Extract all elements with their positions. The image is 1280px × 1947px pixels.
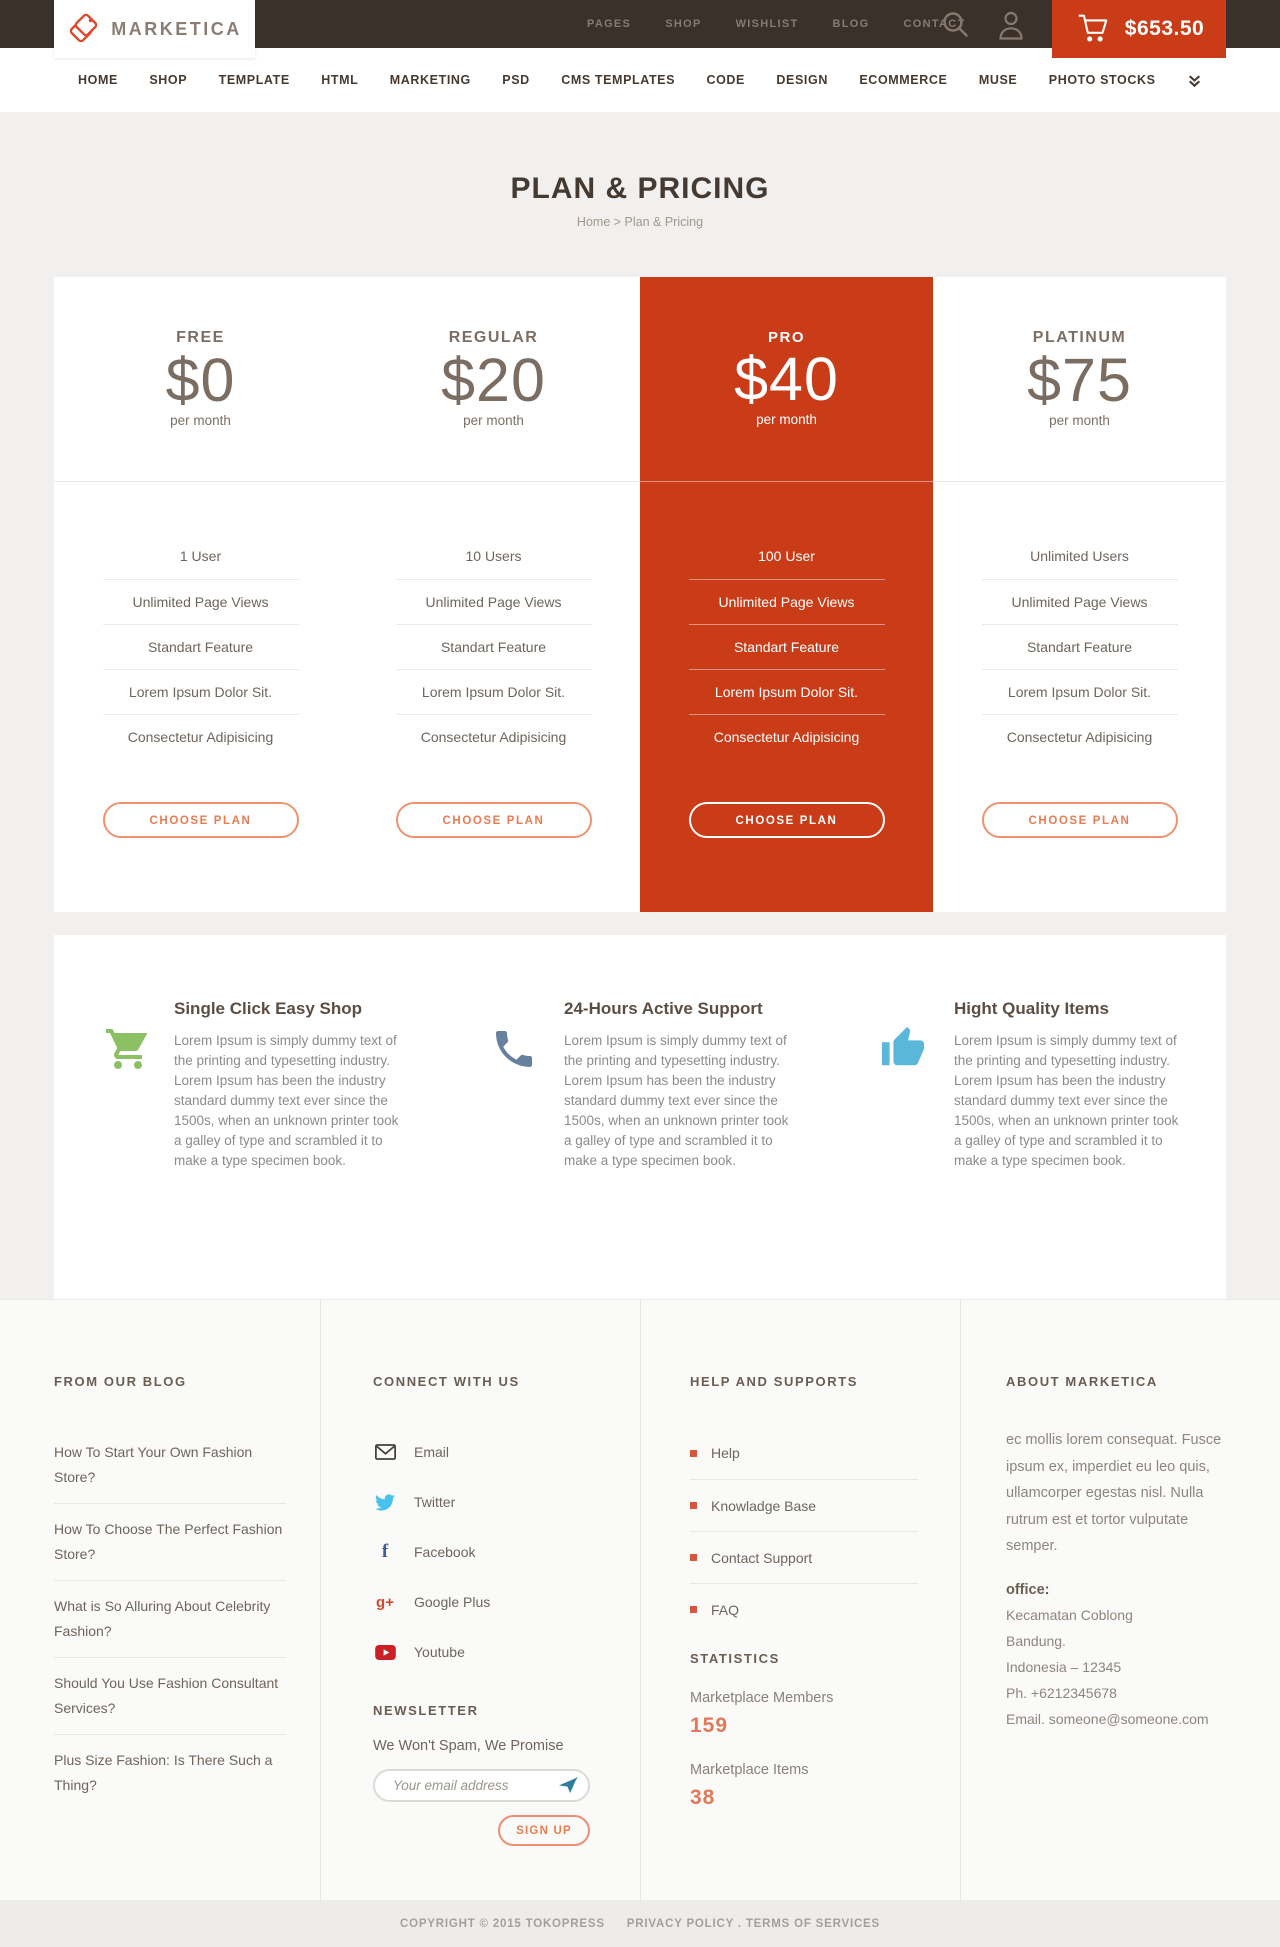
choose-plan-button-platinum[interactable]: CHOOSE PLAN — [982, 802, 1178, 838]
plan-free — [54, 277, 347, 912]
thumbs-up-icon — [880, 999, 940, 1171]
blog-link[interactable]: What is So Alluring About Celebrity Fashion? — [54, 1580, 286, 1657]
footer-help-column — [640, 1300, 960, 1900]
plan-period: per month — [756, 412, 817, 427]
plan-header — [54, 277, 347, 482]
plan-feature-list — [103, 534, 299, 759]
plan-name: REGULAR — [448, 329, 539, 346]
address-line: Kecamatan Coblong — [1006, 1606, 1133, 1623]
logo-tag-icon — [67, 10, 101, 48]
search-icon[interactable] — [940, 9, 970, 44]
plan-feature: Unlimited Page Views — [982, 579, 1178, 624]
plan-header — [933, 277, 1226, 482]
plan-feature: Lorem Ipsum Dolor Sit. — [103, 669, 299, 714]
stat-label: Marketplace Items — [690, 1762, 809, 1778]
logo[interactable] — [54, 0, 255, 58]
plan-name: FREE — [176, 329, 225, 346]
choose-plan-button-regular[interactable]: CHOOSE PLAN — [396, 802, 592, 838]
benefit-text: Lorem Ipsum is simply dummy text of the printing and typesetting industry. Lorem Ipsum has been the industry standard dummy text ever since the 1500s, when an unknown printer took a galley of type and scrambled it to make a type specimen book. — [954, 1033, 1179, 1168]
top-nav-shop[interactable]: SHOP — [665, 18, 702, 30]
nav-item-template[interactable]: TEMPLATE — [218, 73, 290, 87]
plan-price: $40 — [734, 345, 839, 413]
plan-price: $0 — [165, 346, 236, 414]
social-link-youtube[interactable]: Youtube — [373, 1627, 590, 1677]
phone-icon — [490, 999, 550, 1171]
plan-feature: Lorem Ipsum Dolor Sit. — [982, 669, 1178, 714]
footer-blog-heading: FROM OUR BLOG — [54, 1374, 187, 1389]
nav-item-muse[interactable]: MUSE — [978, 73, 1018, 87]
footer-about-column — [960, 1300, 1280, 1900]
plan-feature: 1 User — [179, 548, 222, 564]
plan-feature: Unlimited Page Views — [396, 579, 592, 624]
youtube-icon — [373, 1645, 397, 1660]
newsletter-heading: NEWSLETTER — [373, 1703, 479, 1718]
plan-period: per month — [1049, 413, 1110, 428]
legal-links[interactable]: PRIVACY POLICY . TERMS OF SERVICES — [626, 1917, 880, 1930]
footer-help-heading: HELP AND SUPPORTS — [690, 1374, 859, 1389]
plan-header — [347, 277, 640, 482]
plan-feature-list — [689, 534, 885, 759]
plan-feature-list — [982, 534, 1178, 759]
plan-pro-highlighted — [640, 277, 933, 912]
nav-item-design[interactable]: DESIGN — [776, 73, 828, 87]
plan-feature: Standart Feature — [982, 624, 1178, 669]
breadcrumb-separator: > — [613, 215, 622, 229]
office-label: office: — [1006, 1581, 1050, 1598]
plan-feature: Consectetur Adipisicing — [103, 714, 299, 759]
brand-name: MARKETICA — [111, 18, 242, 39]
plan-header — [640, 277, 933, 482]
page-title: PLAN & PRICING — [510, 172, 770, 205]
help-link[interactable]: Knowladge Base — [690, 1479, 918, 1531]
nav-item-cms-templates[interactable]: CMS TEMPLATES — [561, 73, 676, 87]
footer — [0, 1299, 1280, 1900]
stat-label: Marketplace Members — [690, 1690, 834, 1706]
nav-item-shop[interactable]: SHOP — [149, 73, 188, 87]
top-nav-pages[interactable]: PAGES — [587, 18, 632, 30]
plan-feature: Unlimited Page Views — [103, 579, 299, 624]
benefit-support — [490, 999, 790, 1171]
help-list — [690, 1427, 918, 1635]
about-text: ec mollis lorem consequat. Fusce ipsum ex, imperdiet eu leo quis, ullamcorper egestas nisl. Nulla rutrum est et tortor vulputate semper. — [1006, 1432, 1222, 1554]
facebook-icon: f — [381, 1541, 389, 1562]
plan-name: PRO — [767, 329, 805, 346]
stat-value: 38 — [690, 1786, 716, 1809]
social-list — [373, 1427, 590, 1677]
benefit-title: 24-Hours Active Support — [564, 999, 763, 1018]
choose-plan-button-free[interactable]: CHOOSE PLAN — [103, 802, 299, 838]
blog-link[interactable]: Plus Size Fashion: Is There Such a Thing? — [54, 1734, 286, 1811]
blog-list — [54, 1427, 286, 1811]
footer-blog-column — [0, 1300, 320, 1900]
breadcrumb-home[interactable]: Home — [576, 215, 611, 229]
footer-connect-column — [320, 1300, 640, 1900]
blog-link[interactable]: How To Start Your Own Fashion Store? — [54, 1444, 253, 1485]
plan-feature: Consectetur Adipisicing — [689, 714, 885, 759]
plan-feature: Consectetur Adipisicing — [982, 714, 1178, 759]
plan-name: PLATINUM — [1032, 329, 1127, 346]
plan-feature: 100 User — [758, 548, 815, 564]
plan-feature: Standart Feature — [103, 624, 299, 669]
nav-item-psd[interactable]: PSD — [502, 73, 530, 87]
plan-period: per month — [170, 413, 231, 428]
square-bullet-icon — [690, 1502, 697, 1509]
page-header — [0, 112, 1280, 229]
send-icon[interactable] — [558, 1776, 578, 1799]
social-link-email[interactable]: Email — [373, 1427, 590, 1477]
square-bullet-icon — [690, 1450, 697, 1457]
office-address — [1006, 1602, 1226, 1732]
newsletter-tagline: We Won't Spam, We Promise — [373, 1738, 564, 1754]
benefit-text: Lorem Ipsum is simply dummy text of the printing and typesetting industry. Lorem Ipsum has been the industry standard dummy text ever since the 1500s, when an unknown printer took a galley of type and scrambled it to make a type specimen book. — [564, 1033, 789, 1168]
chevron-down-double-icon[interactable] — [1187, 73, 1202, 88]
benefit-easy-shop — [100, 999, 400, 1171]
nav-item-html[interactable]: HTML — [321, 73, 359, 87]
plan-feature: Unlimited Users — [1030, 548, 1129, 564]
plan-feature: 10 Users — [465, 548, 522, 564]
social-link-google-plus[interactable]: g+ Google Plus — [373, 1577, 590, 1627]
benefits-section — [54, 935, 1226, 1299]
plan-feature: Consectetur Adipisicing — [396, 714, 592, 759]
top-nav — [587, 0, 966, 48]
google-plus-icon: g+ — [376, 1593, 394, 1611]
copyright-bar — [0, 1900, 1280, 1947]
newsletter-signup-button[interactable]: SIGN UP — [498, 1815, 590, 1846]
social-link-twitter[interactable]: Twitter — [373, 1477, 590, 1527]
address-line: Ph. +6212345678 — [1006, 1684, 1117, 1701]
plan-feature-list — [396, 534, 592, 759]
cart-total: $653.50 — [1124, 17, 1205, 40]
cart-button[interactable] — [1052, 0, 1226, 58]
benefit-text: Lorem Ipsum is simply dummy text of the printing and typesetting industry. Lorem Ipsum has been the industry standard dummy text ever since the 1500s, when an unknown printer took a galley of type and scrambled it to make a type specimen book. — [174, 1033, 399, 1168]
plan-feature: Standart Feature — [689, 624, 885, 669]
nav-item-photo-stocks[interactable]: PHOTO STOCKS — [1048, 73, 1156, 87]
help-link[interactable]: FAQ — [690, 1583, 918, 1635]
social-link-facebook[interactable]: f Facebook — [373, 1527, 590, 1577]
breadcrumb — [0, 215, 1280, 229]
plan-period: per month — [463, 413, 524, 428]
blog-link[interactable]: Should You Use Fashion Consultant Services? — [54, 1657, 286, 1734]
copyright-text: COPYRIGHT © 2015 TOKOPRESS — [399, 1917, 605, 1930]
footer-connect-heading: CONNECT WITH US — [373, 1374, 520, 1389]
twitter-icon — [373, 1494, 397, 1511]
address-line: Bandung. — [1006, 1632, 1066, 1649]
plan-platinum — [933, 277, 1226, 912]
top-nav-blog[interactable]: BLOG — [832, 18, 870, 30]
nav-item-home[interactable]: HOME — [78, 73, 118, 87]
top-nav-wishlist[interactable]: WISHLIST — [735, 18, 799, 30]
statistics-heading: STATISTICS — [690, 1651, 780, 1666]
choose-plan-button-pro[interactable]: CHOOSE PLAN — [689, 802, 885, 838]
breadcrumb-current: Plan & Pricing — [624, 215, 704, 229]
help-link[interactable]: Contact Support — [690, 1531, 918, 1583]
nav-item-ecommerce[interactable]: ECOMMERCE — [859, 73, 948, 87]
plan-price: $20 — [441, 346, 546, 414]
pricing-table — [54, 277, 1226, 912]
square-bullet-icon — [690, 1606, 697, 1613]
address-line: Email. someone@someone.com — [1006, 1710, 1209, 1727]
stat-value: 159 — [690, 1714, 729, 1737]
cart-icon — [1074, 11, 1112, 47]
user-account-icon[interactable] — [998, 10, 1024, 45]
benefit-title: Single Click Easy Shop — [174, 999, 363, 1018]
help-link[interactable]: Help — [690, 1427, 918, 1479]
plan-regular — [347, 277, 640, 912]
top-nav-contact[interactable]: CONTACT — [903, 18, 966, 30]
address-line: Indonesia – 12345 — [1006, 1658, 1122, 1675]
plan-price: $75 — [1027, 346, 1132, 414]
top-bar — [0, 0, 1280, 48]
square-bullet-icon — [690, 1554, 697, 1561]
benefit-title: Hight Quality Items — [954, 999, 1109, 1018]
plan-feature: Standart Feature — [396, 624, 592, 669]
nav-item-marketing[interactable]: MARKETING — [389, 73, 471, 87]
blog-link[interactable]: How To Choose The Perfect Fashion Store? — [54, 1503, 286, 1580]
cart-icon — [100, 999, 160, 1171]
nav-item-code[interactable]: CODE — [706, 73, 745, 87]
footer-about-heading: ABOUT MARKETICA — [1006, 1374, 1158, 1389]
plan-feature: Lorem Ipsum Dolor Sit. — [689, 669, 885, 714]
plan-feature: Lorem Ipsum Dolor Sit. — [396, 669, 592, 714]
email-icon — [373, 1444, 397, 1460]
benefit-quality — [880, 999, 1180, 1171]
plan-feature: Unlimited Page Views — [689, 579, 885, 624]
